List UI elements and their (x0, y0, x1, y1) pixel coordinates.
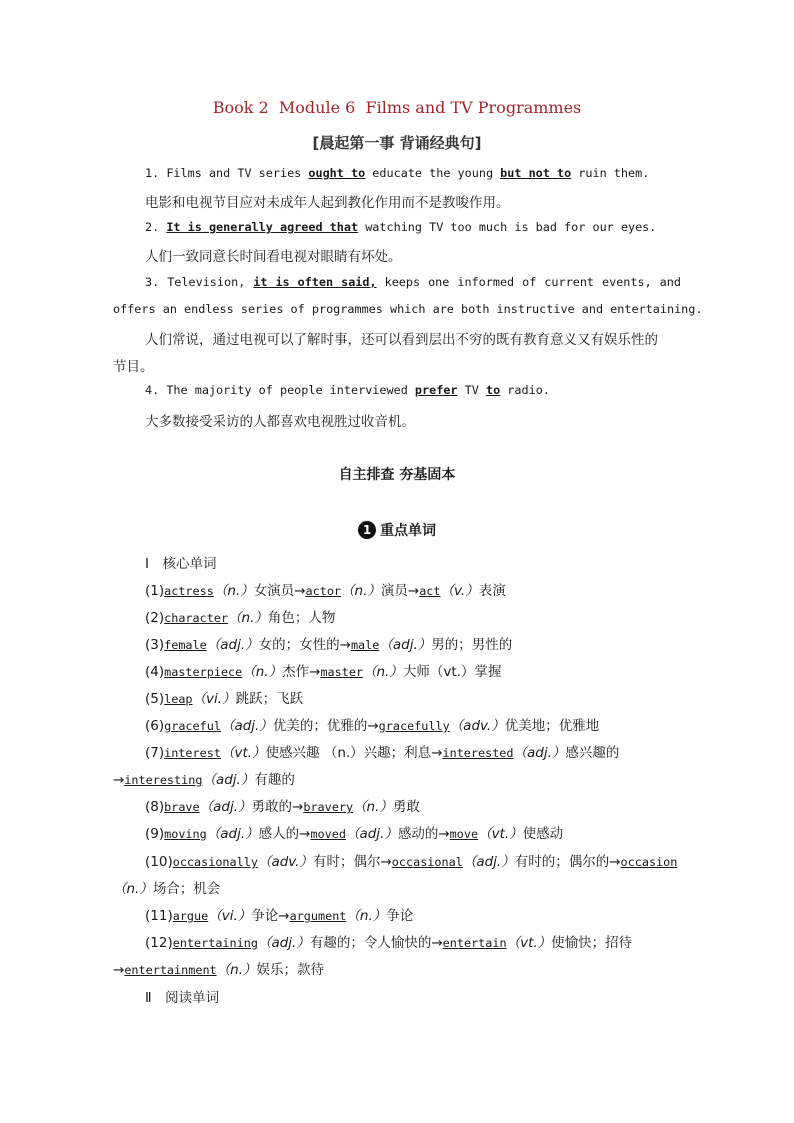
page-title: Book 2 Module 6 Films and TV Programmes (212, 98, 582, 117)
word-entry-8: (8)brave（adj.）勇敢的→bravery（n.）勇敢 (145, 799, 420, 815)
key-phrase: it is often said, (253, 275, 377, 289)
key-phrase: prefer (414, 383, 458, 397)
word-entry-10: (10)occasionally（adv.）有时；偶尔→occasional（adj.）有时的；偶尔的→occasion (145, 854, 678, 870)
key-phrase: ought to (308, 166, 366, 180)
sentence-2-translation: 人们一致同意长时间看电视对眼睛有坏处。 (145, 249, 402, 265)
word-entry-5: (5)leap（vi.）跳跃；飞跃 (145, 691, 304, 707)
word-entry-2: (2)character（n.）角色；人物 (145, 610, 336, 626)
word-entry-11: (11)argue（vi.）争论→argument（n.）争论 (145, 908, 414, 924)
word-entry-6: (6)graceful（adj.）优美的；优雅的→gracefully（adv.）优美地；优雅地 (145, 718, 600, 734)
key-words-heading: 1 重点单词 (0, 520, 794, 540)
core-words-heading: Ⅰ 核心单词 (145, 556, 217, 572)
word-entry-7-continued: →interesting（adj.）有趣的 (113, 772, 295, 788)
number-badge-icon: 1 (358, 521, 376, 539)
word-entry-4: (4)masterpiece（n.）杰作→master（n.）大师（vt.）掌握 (145, 664, 502, 680)
sentence-2: 2. It is generally agreed that watching TV too much is bad for our eyes. (145, 220, 657, 234)
sentence-1-translation: 电影和电视节目应对未成年人起到教化作用而不是教唆作用。 (145, 195, 510, 211)
sentence-4: 4. The majority of people interviewed prefer TV to radio. (145, 383, 550, 397)
word-entry-9: (9)moving（adj.）感人的→moved（adj.）感动的→move（vt.）使感动 (145, 826, 564, 842)
word-entry-10-continued: （n.）场合；机会 (113, 881, 221, 897)
word-entry-12: (12)entertaining（adj.）有趣的；令人愉快的→entertain（vt.）使愉快；招待 (145, 935, 633, 951)
sentence-3-continued: offers an endless series of programmes which are both instructive and entertaining. (113, 302, 703, 316)
word-entry-3: (3)female（adj.）女的；女性的→male（adj.）男的；男性的 (145, 637, 513, 653)
word-entry-12-continued: →entertainment（n.）娱乐；款待 (113, 962, 325, 978)
reading-words-heading: Ⅱ 阅读单词 (145, 990, 220, 1006)
word-entry-7: (7)interest（vt.）使感兴趣 （n.）兴趣；利息→interested（adj.）感兴趣的 (145, 745, 620, 761)
word-entry-1: (1)actress（n.）女演员→actor（n.）演员→act（v.）表演 (145, 583, 506, 599)
key-phrase: but not to (500, 166, 572, 180)
sentence-3: 3. Television, it is often said, keeps one informed of current events, and (145, 275, 681, 289)
sentence-3-translation: 人们常说，通过电视可以了解时事，还可以看到层出不穷的既有教育意义又有娱乐性的 (145, 332, 658, 348)
key-phrase: It is generally agreed that (166, 220, 359, 234)
section-heading: 自主排查 夯基固本 (338, 467, 456, 483)
sentence-4-translation: 大多数接受采访的人都喜欢电视胜过收音机。 (145, 414, 415, 430)
page-subtitle: [晨起第一事 背诵经典句] (312, 134, 482, 152)
key-phrase: to (485, 383, 501, 397)
sentence-1: 1. Films and TV series ought to educate the young but not to ruin them. (145, 166, 650, 180)
sentence-3-translation-continued: 节目。 (113, 359, 154, 375)
